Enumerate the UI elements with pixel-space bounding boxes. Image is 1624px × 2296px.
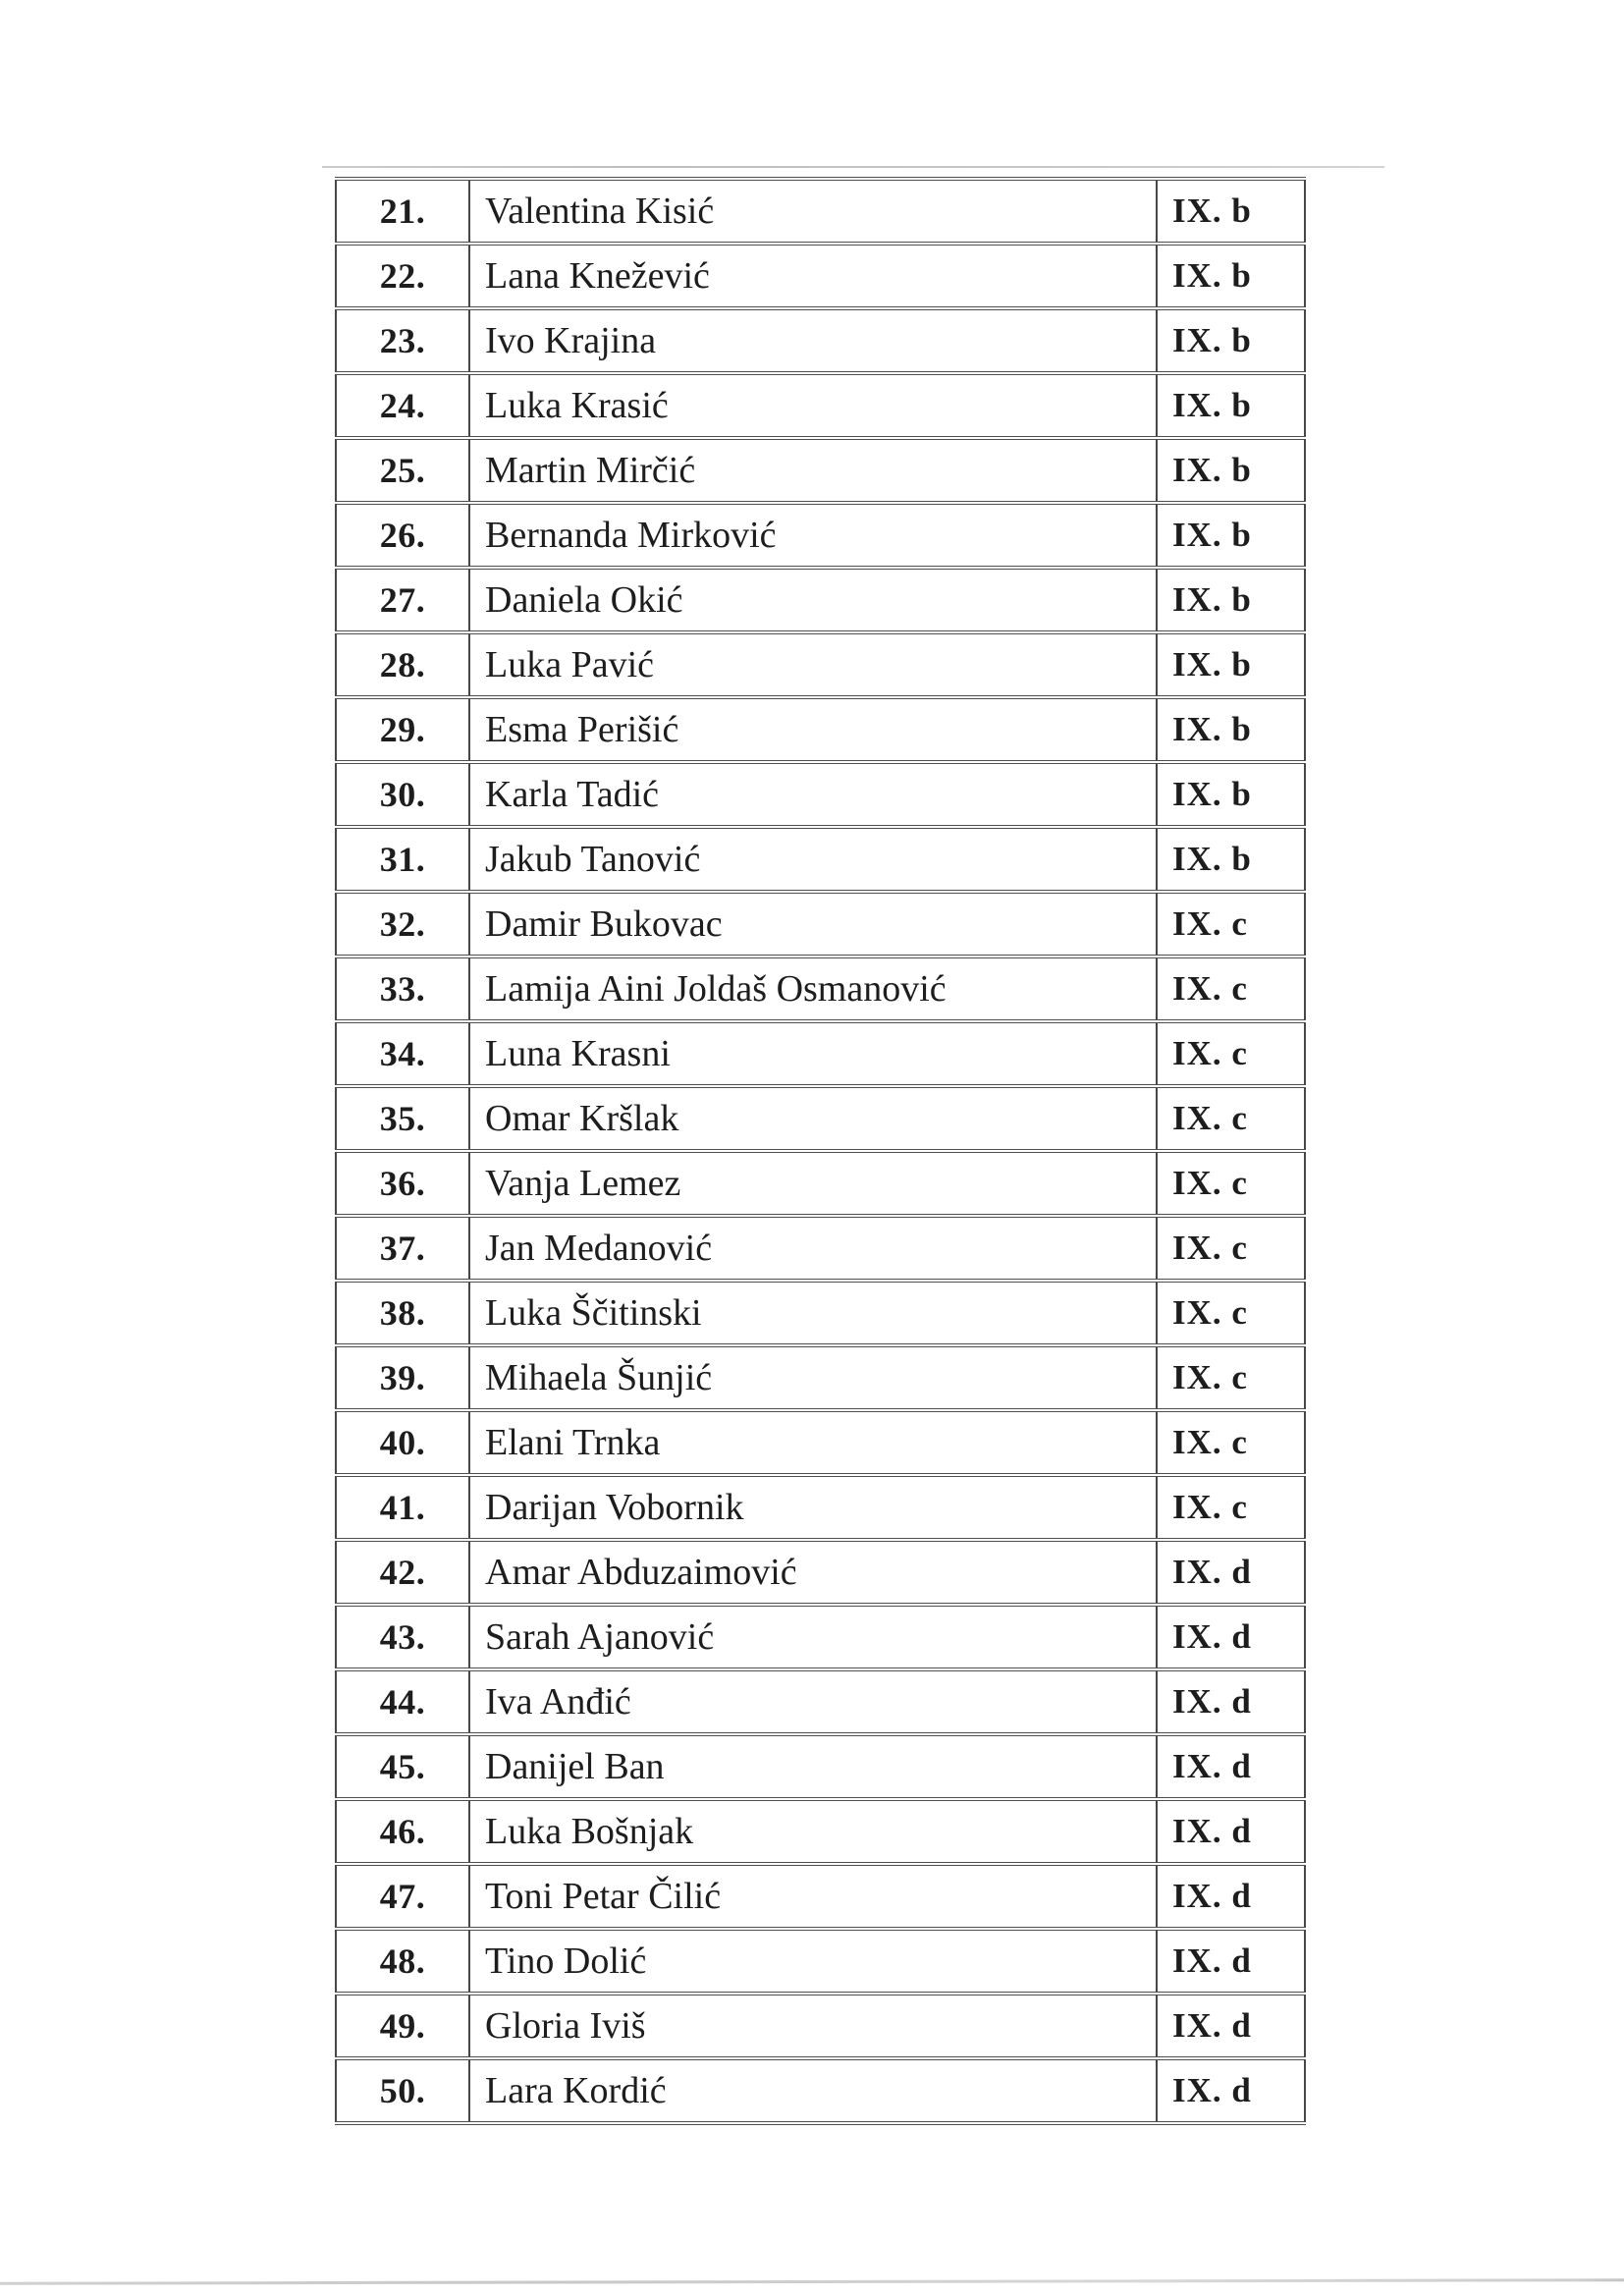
class-cell: IX. c [1157, 892, 1305, 957]
table-row [336, 1929, 1305, 1994]
row-number-cell: 27. [336, 568, 469, 632]
row-number-cell: 50. [336, 2058, 469, 2123]
student-name-cell: Luka Ščitinski [469, 1281, 1157, 1345]
row-number-cell: 23. [336, 308, 469, 373]
table-row [336, 632, 1305, 697]
row-number-cell: 44. [336, 1669, 469, 1734]
row-number-cell: 41. [336, 1475, 469, 1540]
row-number-cell: 39. [336, 1345, 469, 1410]
student-name-cell: Luka Pavić [469, 632, 1157, 697]
student-name-cell: Martin Mirčić [469, 438, 1157, 503]
table-row [336, 1281, 1305, 1345]
table-row [336, 179, 1305, 244]
row-number-cell: 28. [336, 632, 469, 697]
row-number-cell: 38. [336, 1281, 469, 1345]
table-row [336, 1410, 1305, 1475]
row-number-cell: 26. [336, 503, 469, 568]
class-cell: IX. b [1157, 632, 1305, 697]
class-cell: IX. c [1157, 1281, 1305, 1345]
scan-artifact-line-top [322, 166, 1384, 168]
student-name-cell: Sarah Ajanović [469, 1605, 1157, 1669]
class-cell: IX. d [1157, 1994, 1305, 2058]
scan-artifact-line-bottom [0, 2278, 1624, 2284]
class-cell: IX. d [1157, 1669, 1305, 1734]
row-number-cell: 25. [336, 438, 469, 503]
table-row [336, 244, 1305, 308]
class-cell: IX. c [1157, 1151, 1305, 1216]
row-number-cell: 31. [336, 827, 469, 892]
table-row [336, 568, 1305, 632]
student-name-cell: Luka Krasić [469, 373, 1157, 438]
row-number-cell: 43. [336, 1605, 469, 1669]
class-cell: IX. b [1157, 373, 1305, 438]
student-name-cell: Luka Bošnjak [469, 1799, 1157, 1864]
student-name-cell: Omar Kršlak [469, 1086, 1157, 1151]
student-name-cell: Iva Anđić [469, 1669, 1157, 1734]
table-row [336, 1994, 1305, 2058]
table-row [336, 373, 1305, 438]
table-row [336, 1864, 1305, 1929]
table-row [336, 1345, 1305, 1410]
row-number-cell: 42. [336, 1540, 469, 1605]
class-cell: IX. b [1157, 308, 1305, 373]
class-cell: IX. b [1157, 697, 1305, 762]
class-cell: IX. d [1157, 1864, 1305, 1929]
student-roster-table [335, 177, 1306, 2125]
student-name-cell: Elani Trnka [469, 1410, 1157, 1475]
class-cell: IX. d [1157, 1734, 1305, 1799]
student-name-cell: Valentina Kisić [469, 179, 1157, 244]
student-name-cell: Gloria Iviš [469, 1994, 1157, 2058]
table-row [336, 1734, 1305, 1799]
row-number-cell: 21. [336, 179, 469, 244]
roster-table-body [336, 179, 1305, 2123]
row-number-cell: 22. [336, 244, 469, 308]
table-row [336, 503, 1305, 568]
class-cell: IX. d [1157, 1799, 1305, 1864]
row-number-cell: 46. [336, 1799, 469, 1864]
student-name-cell: Jan Medanović [469, 1216, 1157, 1281]
table-row [336, 827, 1305, 892]
student-name-cell: Ivo Krajina [469, 308, 1157, 373]
table-row [336, 2058, 1305, 2123]
class-cell: IX. c [1157, 1475, 1305, 1540]
student-name-cell: Damir Bukovac [469, 892, 1157, 957]
student-name-cell: Lana Knežević [469, 244, 1157, 308]
table-row [336, 308, 1305, 373]
row-number-cell: 33. [336, 957, 469, 1021]
class-cell: IX. d [1157, 1540, 1305, 1605]
table-row [336, 438, 1305, 503]
class-cell: IX. b [1157, 503, 1305, 568]
student-name-cell: Lamija Aini Joldaš Osmanović [469, 957, 1157, 1021]
student-name-cell: Danijel Ban [469, 1734, 1157, 1799]
student-name-cell: Toni Petar Čilić [469, 1864, 1157, 1929]
row-number-cell: 49. [336, 1994, 469, 2058]
class-cell: IX. c [1157, 957, 1305, 1021]
class-cell: IX. b [1157, 827, 1305, 892]
class-cell: IX. d [1157, 2058, 1305, 2123]
row-number-cell: 47. [336, 1864, 469, 1929]
class-cell: IX. c [1157, 1021, 1305, 1086]
row-number-cell: 34. [336, 1021, 469, 1086]
row-number-cell: 32. [336, 892, 469, 957]
student-name-cell: Esma Perišić [469, 697, 1157, 762]
class-cell: IX. c [1157, 1410, 1305, 1475]
row-number-cell: 40. [336, 1410, 469, 1475]
class-cell: IX. d [1157, 1929, 1305, 1994]
student-name-cell: Vanja Lemez [469, 1151, 1157, 1216]
class-cell: IX. c [1157, 1086, 1305, 1151]
table-row [336, 1216, 1305, 1281]
row-number-cell: 29. [336, 697, 469, 762]
student-name-cell: Amar Abduzaimović [469, 1540, 1157, 1605]
class-cell: IX. b [1157, 244, 1305, 308]
table-row [336, 892, 1305, 957]
row-number-cell: 24. [336, 373, 469, 438]
table-row [336, 957, 1305, 1021]
row-number-cell: 30. [336, 762, 469, 827]
class-cell: IX. b [1157, 762, 1305, 827]
class-cell: IX. c [1157, 1345, 1305, 1410]
table-row [336, 1475, 1305, 1540]
table-row [336, 1669, 1305, 1734]
table-row [336, 1605, 1305, 1669]
student-name-cell: Tino Dolić [469, 1929, 1157, 1994]
table-row [336, 1086, 1305, 1151]
student-name-cell: Luna Krasni [469, 1021, 1157, 1086]
table-row [336, 762, 1305, 827]
table-row [336, 1799, 1305, 1864]
table-row [336, 1540, 1305, 1605]
table-row [336, 1151, 1305, 1216]
row-number-cell: 45. [336, 1734, 469, 1799]
class-cell: IX. b [1157, 568, 1305, 632]
class-cell: IX. c [1157, 1216, 1305, 1281]
table-row [336, 1021, 1305, 1086]
student-name-cell: Karla Tadić [469, 762, 1157, 827]
student-name-cell: Lara Kordić [469, 2058, 1157, 2123]
table-row [336, 697, 1305, 762]
class-cell: IX. b [1157, 438, 1305, 503]
student-name-cell: Mihaela Šunjić [469, 1345, 1157, 1410]
row-number-cell: 48. [336, 1929, 469, 1994]
student-name-cell: Jakub Tanović [469, 827, 1157, 892]
student-name-cell: Daniela Okić [469, 568, 1157, 632]
class-cell: IX. b [1157, 179, 1305, 244]
row-number-cell: 36. [336, 1151, 469, 1216]
student-name-cell: Darijan Vobornik [469, 1475, 1157, 1540]
student-name-cell: Bernanda Mirković [469, 503, 1157, 568]
row-number-cell: 35. [336, 1086, 469, 1151]
class-cell: IX. d [1157, 1605, 1305, 1669]
row-number-cell: 37. [336, 1216, 469, 1281]
